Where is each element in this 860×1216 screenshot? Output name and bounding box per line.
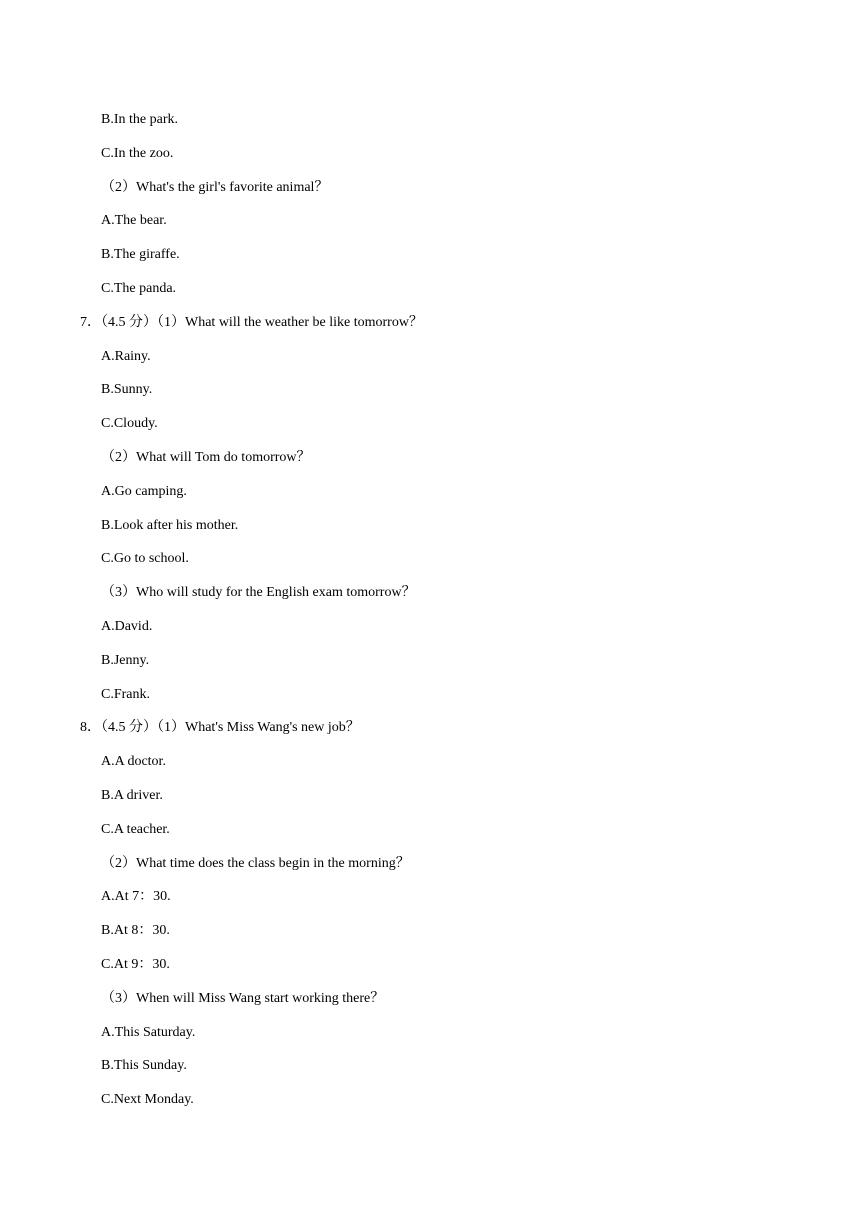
option-text: B.This Sunday. bbox=[101, 1058, 187, 1073]
option-text: C.Next Monday. bbox=[101, 1092, 194, 1107]
option-text: A.At 7：30. bbox=[101, 889, 171, 904]
option-text: C.Frank. bbox=[101, 687, 150, 702]
option-text: B.A driver. bbox=[101, 788, 163, 803]
option-text: A.Rainy. bbox=[101, 349, 151, 364]
option-text: C.At 9：30. bbox=[101, 957, 170, 972]
option-text: B.At 8：30. bbox=[101, 923, 170, 938]
option-text: A.A doctor. bbox=[101, 754, 166, 769]
option-text: B.Sunny. bbox=[101, 382, 153, 397]
option-text: A.Go camping. bbox=[101, 484, 187, 499]
sub-question-text: （2）What will Tom do tomorrow？ bbox=[101, 450, 311, 465]
sub-question-text: （3）When will Miss Wang start working there？ bbox=[101, 991, 385, 1006]
question-text: 7．（4.5 分）（1）What will the weather be like tomorrow？ bbox=[80, 315, 423, 330]
sub-question-text: （3）Who will study for the English exam tomorrow？ bbox=[101, 585, 416, 600]
sub-question-text: （2）What's the girl's favorite animal？ bbox=[101, 180, 329, 195]
option-text: A.The bear. bbox=[101, 213, 167, 228]
option-text: B.Look after his mother. bbox=[101, 518, 239, 533]
sub-question-text: （2）What time does the class begin in the morning？ bbox=[101, 856, 410, 871]
option-text: B.The giraffe. bbox=[101, 247, 180, 262]
option-text: C.The panda. bbox=[101, 281, 177, 296]
option-text: B.Jenny. bbox=[101, 653, 150, 668]
option-text: A.David. bbox=[101, 619, 153, 634]
option-text: B.In the park. bbox=[101, 112, 178, 127]
option-text: C.A teacher. bbox=[101, 822, 170, 837]
option-text: A.This Saturday. bbox=[101, 1025, 196, 1040]
option-text: C.In the zoo. bbox=[101, 146, 174, 161]
option-text: C.Go to school. bbox=[101, 551, 189, 566]
question-text: 8．（4.5 分）（1）What's Miss Wang's new job？ bbox=[80, 720, 360, 735]
option-text: C.Cloudy. bbox=[101, 416, 158, 431]
